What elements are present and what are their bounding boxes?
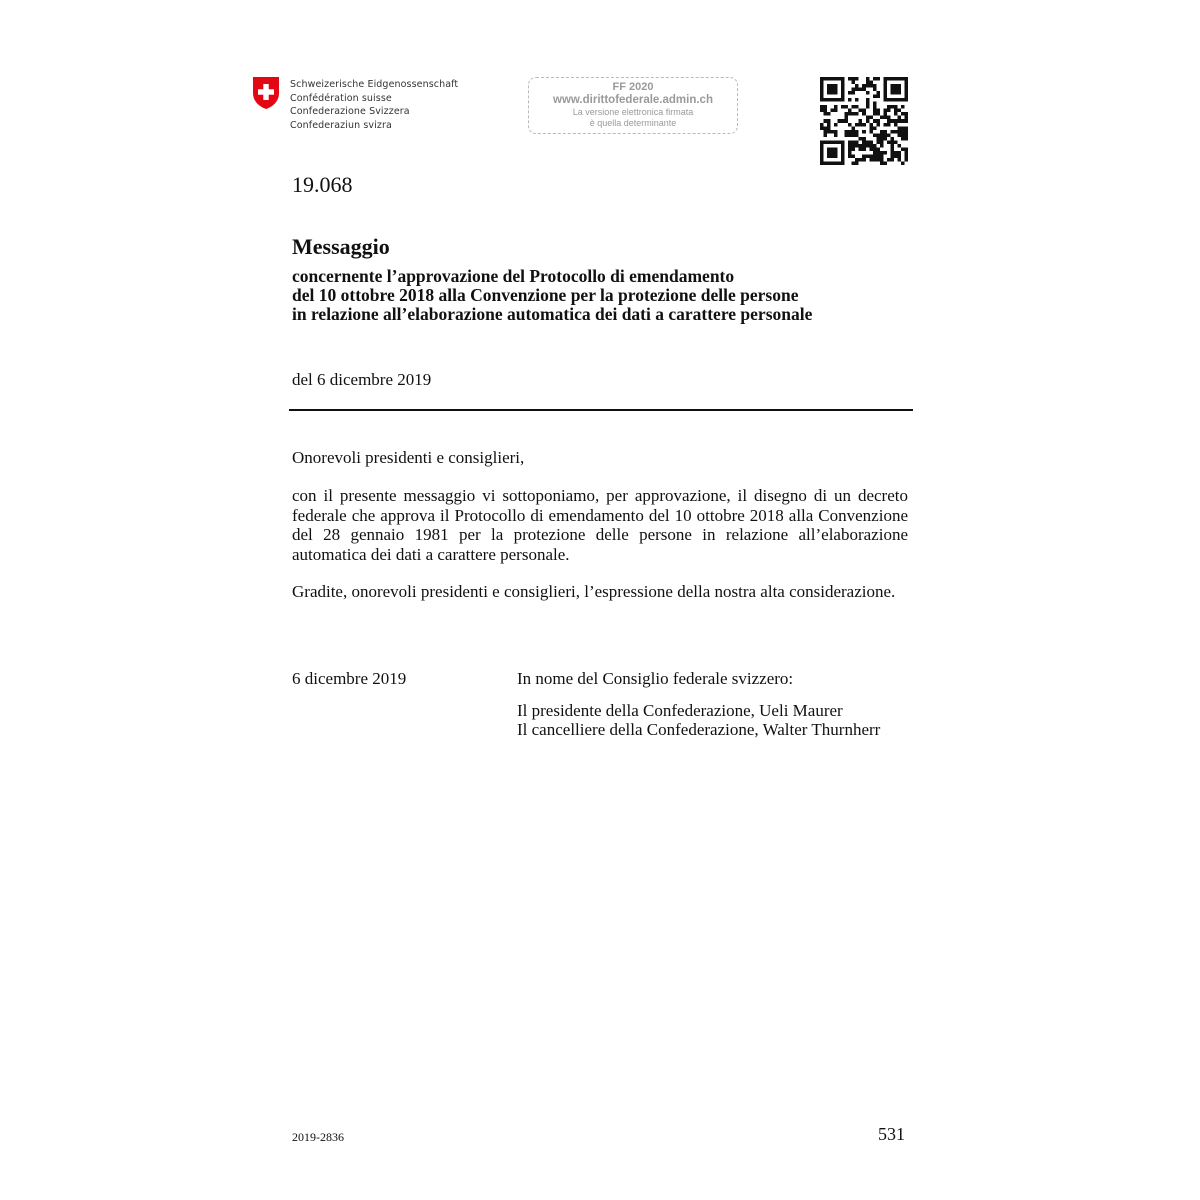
federal-administration-names (290, 78, 458, 132)
signature-block (517, 669, 880, 740)
signature-president: Il presidente della Confederazione, Ueli Maurer (517, 700, 843, 720)
message-date: del 6 dicembre 2019 (292, 370, 432, 389)
document-number: 19.068 (292, 172, 353, 197)
admin-name-it: Confederazione Svizzera (290, 106, 410, 117)
subtitle-line: del 10 ottobre 2018 alla Convenzione per la protezione delle persone (292, 285, 799, 305)
publication-stamp (528, 77, 738, 134)
signature-date: 6 dicembre 2019 (292, 669, 407, 688)
subtitle-line: in relazione all’elaborazione automatica dei dati a carattere personale (292, 304, 813, 324)
stamp-note-line1: La versione elettronica firmata (572, 107, 694, 117)
stamp-collection: FF 2020 (612, 81, 654, 93)
stamp-url: www.dirittofederale.admin.ch (553, 94, 713, 106)
admin-name-fr: Confédération suisse (290, 92, 392, 104)
divider (289, 409, 913, 411)
subtitle-line: concernente l’approvazione del Protocollo di emendamento (292, 266, 735, 286)
salutation: Onorevoli presidenti e consiglieri, (292, 448, 525, 467)
stamp-note-line2: è quella determinante (589, 118, 677, 128)
page-title: Messaggio (292, 234, 390, 259)
qr-code-icon (820, 77, 908, 165)
swiss-coat-of-arms-icon (252, 76, 280, 110)
admin-name-de: Schweizerische Eidgenossenschaft (290, 79, 459, 90)
admin-name-rm: Confederaziun svizra (290, 119, 392, 131)
page-number: 531 (878, 1124, 905, 1144)
closing-paragraph: Gradite, onorevoli presidenti e consiglieri, l’espressione della nostra alta considerazione. (292, 582, 896, 601)
document-subtitle (292, 267, 812, 324)
signature-intro: In nome del Consiglio federale svizzero: (517, 669, 794, 688)
document-code: 2019-2836 (292, 1130, 344, 1144)
signature-chancellor: Il cancelliere della Confederazione, Walter Thurnherr (517, 720, 881, 739)
body-paragraph: con il presente messaggio vi sottoponiamo, per approvazione, il disegno di un decreto federale che approva il Protocollo di emendamento del 10 ottobre 2018 alla Convenzione del 28 gennaio 1981 per la protezione delle persone in relazione all’elaborazione automatica dei dati a carattere personale. (292, 486, 908, 564)
